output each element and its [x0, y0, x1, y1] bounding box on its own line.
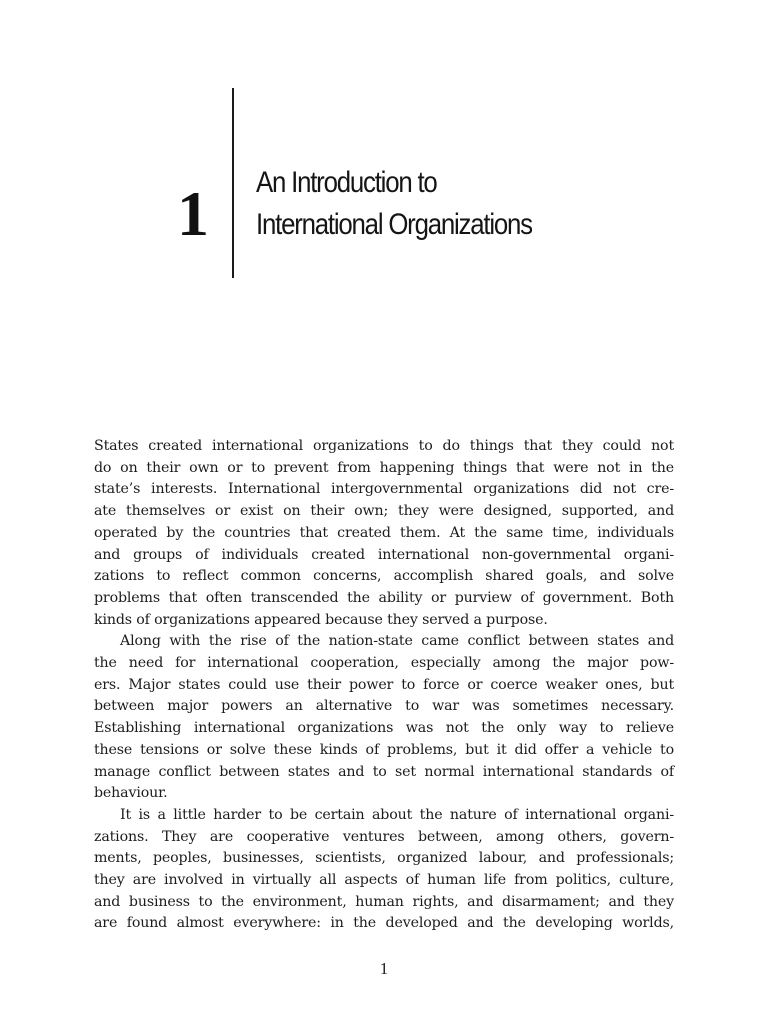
- text-line: kinds of organizations appeared because they served a purpose.: [94, 611, 548, 628]
- chapter-divider-rule: [232, 88, 234, 278]
- text-line: It is a little harder to be certain about the nature of international organi-: [120, 806, 674, 823]
- text-line: Establishing international organizations was not the only way to relieve: [94, 720, 674, 737]
- text-line: ments, peoples, businesses, scientists, organized labour, and professionals;: [94, 850, 674, 867]
- text-line: and groups of individuals created international non-governmental organi-: [94, 546, 674, 563]
- text-line: ers. Major states could use their power to force or coerce weaker ones, but: [94, 676, 674, 693]
- text-line: Along with the rise of the nation-state came conflict between states and: [120, 633, 674, 650]
- chapter-number: 1: [177, 178, 209, 249]
- paragraph-1: [94, 436, 674, 631]
- chapter-title-line-1: An Introduction to: [256, 166, 437, 199]
- text-line: the need for international cooperation, especially among the major pow-: [94, 655, 674, 672]
- text-line: they are involved in virtually all aspects of human life from politics, culture,: [94, 872, 674, 889]
- text-line: problems that often transcended the ability or purview of government. Both: [94, 589, 674, 606]
- text-line: zations. They are cooperative ventures between, among others, govern-: [94, 828, 674, 845]
- chapter-title: [256, 162, 669, 246]
- text-line: behaviour.: [94, 785, 168, 802]
- text-line: do on their own or to prevent from happening things that were not in the: [94, 459, 674, 476]
- text-line: between major powers an alternative to war was sometimes necessary.: [94, 698, 674, 715]
- text-line: these tensions or solve these kinds of problems, but it did offer a vehicle to: [94, 741, 674, 758]
- chapter-title-line-2: International Organizations: [256, 208, 532, 241]
- paragraph-3: [94, 805, 674, 935]
- text-line: manage conflict between states and to set normal international standards of: [94, 763, 674, 780]
- paragraph-2: [94, 631, 674, 805]
- text-line: operated by the countries that created them. At the same time, individuals: [94, 524, 674, 541]
- text-line: ate themselves or exist on their own; they were designed, supported, and: [94, 503, 674, 520]
- page-number: 1: [379, 959, 389, 978]
- body-text: [94, 436, 674, 935]
- text-line: zations to reflect common concerns, accomplish shared goals, and solve: [94, 568, 674, 585]
- text-line: are found almost everywhere: in the developed and the developing worlds,: [94, 915, 674, 932]
- text-line: States created international organizations to do things that they could not: [94, 438, 674, 454]
- text-line: state’s interests. International intergovernmental organizations did not cre-: [94, 481, 674, 498]
- text-line: and business to the environment, human rights, and disarmament; and they: [94, 893, 674, 910]
